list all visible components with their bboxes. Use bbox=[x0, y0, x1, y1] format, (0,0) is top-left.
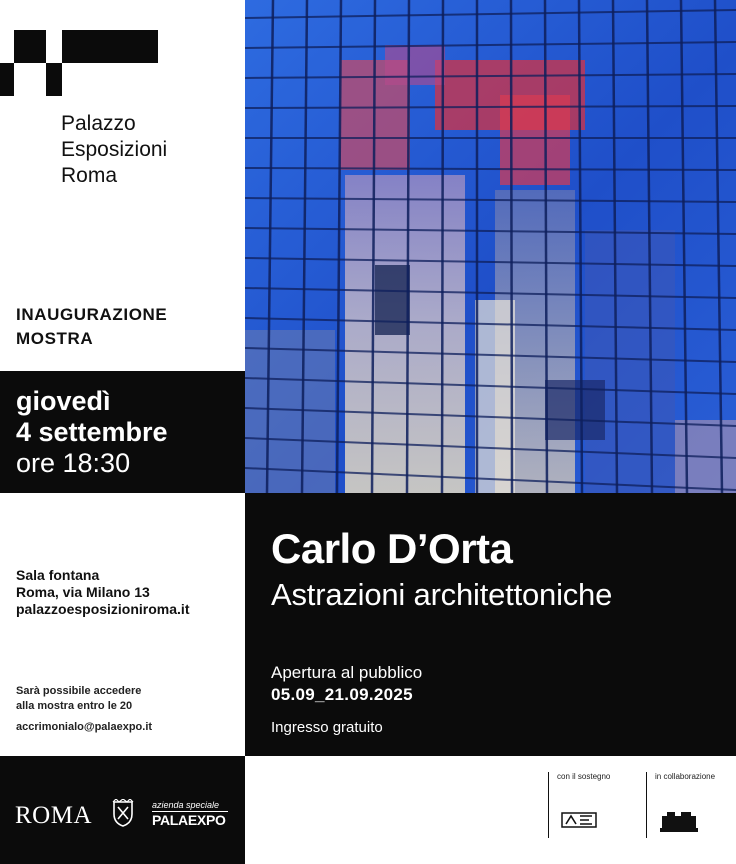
admission-info: Ingresso gratuito bbox=[271, 719, 383, 736]
palaexpo-tagline: azienda speciale bbox=[152, 800, 228, 812]
roma-logo: ROMA bbox=[15, 802, 93, 829]
access-info bbox=[16, 684, 152, 735]
event-time: ore 18:30 bbox=[16, 448, 131, 478]
glass-facade-image bbox=[245, 0, 736, 493]
roma-crest-icon bbox=[112, 799, 134, 827]
partner-logo-icon bbox=[659, 810, 699, 834]
access-note-line: Sarà possibile accedere bbox=[16, 685, 142, 697]
event-date-block bbox=[0, 371, 245, 493]
credit-sponsor bbox=[548, 772, 638, 838]
event-day: giovedì bbox=[16, 386, 111, 416]
venue-info bbox=[16, 567, 189, 618]
organization-name-line: Palazzo bbox=[61, 112, 136, 135]
organization-name-line: Roma bbox=[61, 164, 118, 187]
organization-name bbox=[61, 111, 167, 189]
palaexpo-logo bbox=[152, 800, 228, 829]
event-date: 4 settembre bbox=[16, 417, 168, 447]
artist-name: Carlo D’Orta bbox=[271, 525, 513, 572]
contact-email-link[interactable]: accrimonialo@palaexpo.it bbox=[16, 721, 153, 733]
palaexpo-name: PALAEXPO bbox=[152, 812, 226, 828]
access-note-line: alla mostra entro le 20 bbox=[16, 700, 133, 712]
opening-label: Apertura al pubblico bbox=[271, 663, 423, 682]
exhibition-dates: 05.09_21.09.2025 bbox=[271, 685, 413, 704]
venue-website-link[interactable]: palazzoesposizioniroma.it bbox=[16, 601, 190, 617]
credit-label: in collaborazione bbox=[655, 772, 716, 781]
organization-name-line: Esposizioni bbox=[61, 138, 168, 161]
credit-label: con il sostegno bbox=[557, 772, 611, 781]
sponsor-logo-icon bbox=[561, 810, 597, 830]
footer-logos bbox=[0, 756, 245, 864]
venue-address: Roma, via Milano 13 bbox=[16, 584, 150, 600]
event-label bbox=[16, 303, 167, 351]
palazzo-esposizioni-logo-icon bbox=[0, 30, 160, 96]
credit-partner bbox=[646, 772, 726, 838]
exhibition-title: Astrazioni architettoniche bbox=[271, 577, 613, 612]
building-reflection-photo bbox=[245, 0, 736, 493]
event-label-line: MOSTRA bbox=[16, 329, 94, 348]
venue-room: Sala fontana bbox=[16, 567, 100, 583]
event-label-line: INAUGURAZIONE bbox=[16, 305, 168, 324]
exhibition-info bbox=[245, 493, 736, 756]
